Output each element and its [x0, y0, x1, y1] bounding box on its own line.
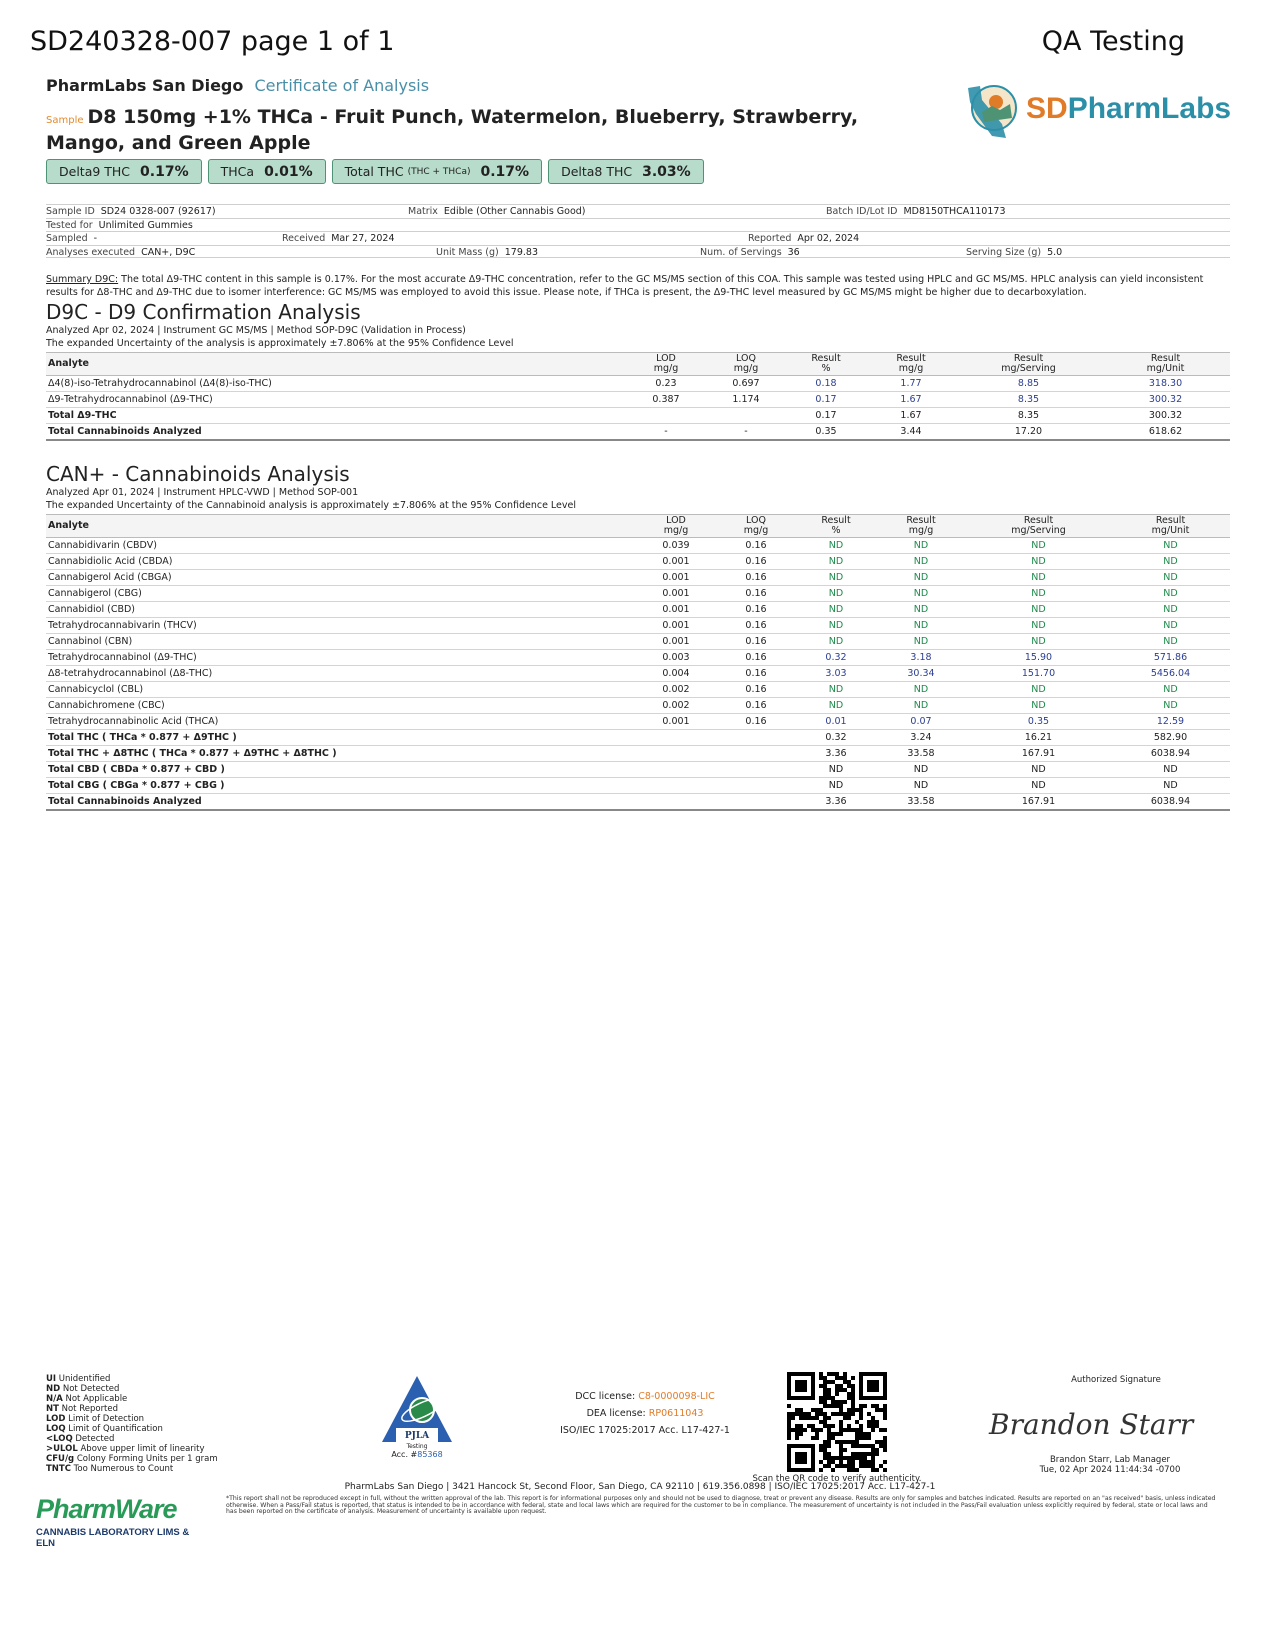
value-cell: 17.20	[956, 424, 1101, 440]
can-title: CAN+ - Cannabinoids Analysis	[46, 462, 350, 486]
value-cell: 3.36	[796, 794, 876, 810]
lab-header	[46, 76, 429, 95]
value-cell: 0.001	[636, 634, 716, 650]
sample-id: SD24 0328-007 (92617)	[100, 206, 216, 217]
value-cell	[636, 778, 716, 794]
value-cell: 300.32	[1101, 408, 1230, 424]
table-row	[46, 746, 1230, 762]
value-cell: 3.36	[796, 746, 876, 762]
iso-accreditation: ISO/IEC 17025:2017 Acc. L17-427-1	[560, 1425, 730, 1436]
table-row	[46, 682, 1230, 698]
value-cell: 33.58	[876, 746, 966, 762]
value-cell: -	[626, 424, 706, 440]
value-cell: 1.67	[866, 392, 956, 408]
value-cell: 0.16	[716, 698, 796, 714]
value-cell	[636, 794, 716, 810]
legend-item: >ULOL Above upper limit of linearity	[46, 1444, 205, 1454]
d9c-section	[46, 300, 1230, 441]
lab-address: PharmLabs San Diego | 3421 Hancock St, Second Floor, San Diego, CA 92110 | 619.356.0898 | ISO/IEC 17025:2017 Acc. L17-427-1	[344, 1482, 936, 1492]
analyte-cell: Cannabigerol Acid (CBGA)	[46, 570, 636, 586]
value-cell: ND	[966, 698, 1111, 714]
analyte-cell: Tetrahydrocannabivarin (THCV)	[46, 618, 636, 634]
value-cell: 12.59	[1111, 714, 1230, 730]
value-cell: ND	[876, 554, 966, 570]
value-cell	[716, 762, 796, 778]
value-cell: 0.16	[716, 602, 796, 618]
summary-label: Summary D9C:	[46, 274, 119, 285]
value-cell: ND	[1111, 554, 1230, 570]
table-row	[46, 586, 1230, 602]
value-cell: 167.91	[966, 794, 1111, 810]
value-cell: 1.67	[866, 408, 956, 424]
analyte-cell: Δ9-Tetrahydrocannabinol (Δ9-THC)	[46, 392, 626, 408]
signature-image	[985, 1398, 1205, 1448]
value-cell: ND	[796, 538, 876, 554]
value-cell: ND	[876, 618, 966, 634]
value-cell: ND	[1111, 586, 1230, 602]
column-header: Result mg/g	[866, 353, 956, 376]
value-cell: 0.07	[876, 714, 966, 730]
pharmware-logo: PharmWare CANNABIS LABORATORY LIMS & ELN	[36, 1494, 190, 1549]
value-cell: ND	[966, 570, 1111, 586]
pill-delta9: Delta9 THC 0.17%	[46, 159, 202, 184]
value-cell: 0.001	[636, 618, 716, 634]
column-header: LOD mg/g	[626, 353, 706, 376]
analyte-cell: Total Cannabinoids Analyzed	[46, 794, 636, 810]
analyte-cell: Total Δ9-THC	[46, 408, 626, 424]
d9c-header-row	[46, 353, 1230, 376]
value-cell: 0.002	[636, 682, 716, 698]
serving-size: 5.0	[1047, 246, 1063, 258]
unit-mass: 179.83	[504, 246, 538, 258]
value-cell: 582.90	[1111, 730, 1230, 746]
value-cell: 15.90	[966, 650, 1111, 666]
dea-license: RP0611043	[648, 1408, 704, 1419]
value-cell: ND	[876, 570, 966, 586]
qr-code[interactable]	[787, 1372, 887, 1472]
table-row	[46, 730, 1230, 746]
table-row	[46, 408, 1230, 424]
table-row	[46, 634, 1230, 650]
value-cell: 151.70	[966, 666, 1111, 682]
legend-item: TNTC Too Numerous to Count	[46, 1464, 174, 1474]
value-cell: 0.18	[786, 376, 866, 392]
value-cell: 618.62	[1101, 424, 1230, 440]
num-servings: 36	[787, 246, 800, 258]
value-cell	[716, 746, 796, 762]
value-cell: ND	[796, 570, 876, 586]
value-cell: 3.24	[876, 730, 966, 746]
table-row	[46, 376, 1230, 392]
sample-title	[46, 106, 906, 155]
disclaimer: *This report shall not be reproduced except in full, without the written approval of the lab. This report is for informational purposes only and should not be used to diagnose, treat or prevent any disease. Results are only for samples and batches indicated. Results are reported on an "as received" basis, unless indicated otherwise. When a Pass/Fail status is reported, that status is intended to be in accordance with federal, state and local laws which are required for the customer to be in compliance. The measurement of uncertainty is not included in the Pass/Fail evaluation unless explicitly required by federal, state or local laws and has been reported on the certificate of analysis. Measurement of uncertainty is available upon request.	[226, 1495, 1216, 1516]
value-cell: 33.58	[876, 794, 966, 810]
analyte-cell: Cannabidiol (CBD)	[46, 602, 636, 618]
can-table	[46, 514, 1230, 811]
value-cell: 0.32	[796, 650, 876, 666]
can-section	[46, 462, 1230, 811]
value-cell: 1.174	[706, 392, 786, 408]
value-cell	[716, 794, 796, 810]
can-header-row	[46, 515, 1230, 538]
value-cell: ND	[876, 698, 966, 714]
pjla-logo-icon	[378, 1372, 456, 1450]
value-cell: 0.004	[636, 666, 716, 682]
value-cell: 0.001	[636, 554, 716, 570]
d9c-title: D9C - D9 Confirmation Analysis	[46, 300, 361, 324]
value-cell: ND	[876, 602, 966, 618]
report-page-id: SD240328-007 page 1 of 1	[30, 26, 395, 57]
column-header: Analyte	[46, 353, 626, 376]
value-cell: 0.16	[716, 538, 796, 554]
value-cell: 0.16	[716, 714, 796, 730]
value-cell: 0.23	[626, 376, 706, 392]
value-cell	[626, 408, 706, 424]
analyte-cell: Cannabidivarin (CBDV)	[46, 538, 636, 554]
table-row	[46, 554, 1230, 570]
value-cell: ND	[876, 538, 966, 554]
d9c-analyzed: Analyzed Apr 02, 2024 | Instrument GC MS/MS | Method SOP-D9C (Validation in Process)	[46, 325, 466, 336]
value-cell: 300.32	[1101, 392, 1230, 408]
value-cell: ND	[966, 762, 1111, 778]
value-cell: 0.697	[706, 376, 786, 392]
qr-caption: Scan the QR code to verify authenticity.	[752, 1474, 922, 1484]
value-cell	[636, 730, 716, 746]
matrix: Edible (Other Cannabis Good)	[443, 206, 586, 217]
value-cell: ND	[966, 586, 1111, 602]
column-header: Result %	[796, 515, 876, 538]
value-cell	[636, 746, 716, 762]
value-cell: 0.16	[716, 618, 796, 634]
legend-item: LOD Limit of Detection	[46, 1414, 145, 1424]
can-analyzed: Analyzed Apr 01, 2024 | Instrument HPLC-VWD | Method SOP-001	[46, 487, 359, 498]
value-cell	[636, 762, 716, 778]
value-cell: 0.001	[636, 570, 716, 586]
value-cell: -	[706, 424, 786, 440]
value-cell: ND	[796, 618, 876, 634]
analyte-cell: Total THC ( THCa * 0.877 + Δ9THC )	[46, 730, 636, 746]
logo-wordmark: SDPharmLabs	[1026, 92, 1232, 125]
value-cell: 8.35	[956, 408, 1101, 424]
value-cell: 0.16	[716, 554, 796, 570]
value-cell: 167.91	[966, 746, 1111, 762]
value-cell: 0.002	[636, 698, 716, 714]
value-cell: 0.35	[786, 424, 866, 440]
sample-tag: Sample	[46, 115, 84, 126]
value-cell: 0.32	[796, 730, 876, 746]
doc-type: Certificate of Analysis	[254, 76, 430, 95]
value-cell: 16.21	[966, 730, 1111, 746]
value-cell: 0.16	[716, 570, 796, 586]
sampled: -	[93, 233, 98, 244]
column-header: Result %	[786, 353, 866, 376]
column-header: LOQ mg/g	[706, 353, 786, 376]
column-header: Result mg/Serving	[966, 515, 1111, 538]
value-cell: ND	[796, 762, 876, 778]
table-row	[46, 762, 1230, 778]
value-cell: 0.001	[636, 714, 716, 730]
value-cell: 30.34	[876, 666, 966, 682]
analyte-cell: Total Cannabinoids Analyzed	[46, 424, 626, 440]
lab-name: PharmLabs San Diego	[46, 76, 244, 95]
value-cell: ND	[796, 634, 876, 650]
summary	[46, 273, 1230, 299]
value-cell: ND	[876, 778, 966, 794]
analyte-cell: Cannabigerol (CBG)	[46, 586, 636, 602]
value-cell: 0.003	[636, 650, 716, 666]
analyte-cell: Cannabicyclol (CBL)	[46, 682, 636, 698]
value-cell: 0.01	[796, 714, 876, 730]
value-cell: 571.86	[1111, 650, 1230, 666]
value-cell: ND	[966, 602, 1111, 618]
abbreviation-legend	[46, 1374, 218, 1474]
value-cell: ND	[1111, 618, 1230, 634]
value-cell: 0.16	[716, 634, 796, 650]
value-cell: 3.03	[796, 666, 876, 682]
column-header: Result mg/Unit	[1101, 353, 1230, 376]
value-cell: 318.30	[1101, 376, 1230, 392]
d9c-table	[46, 352, 1230, 441]
value-cell: ND	[876, 762, 966, 778]
analyte-cell: Cannabinol (CBN)	[46, 634, 636, 650]
table-row	[46, 618, 1230, 634]
value-cell: 1.77	[866, 376, 956, 392]
value-cell: ND	[1111, 762, 1230, 778]
table-row	[46, 602, 1230, 618]
qa-testing-label: QA Testing	[1041, 26, 1185, 57]
analyte-cell: Cannabichromene (CBC)	[46, 698, 636, 714]
column-header: Result mg/Serving	[956, 353, 1101, 376]
signature-label: Authorized Signature	[1071, 1375, 1161, 1385]
analyte-cell: Δ8-tetrahydrocannabinol (Δ8-THC)	[46, 666, 636, 682]
can-uncertainty: The expanded Uncertainty of the Cannabinoid analysis is approximately ±7.806% at the 95% Confidence Level	[46, 500, 577, 511]
pill-delta8: Delta8 THC 3.03%	[548, 159, 704, 184]
sample-meta: Sample ID SD24 0328-007 (92617) Matrix Edible (Other Cannabis Good) Batch ID/Lot ID MD8150THCA110173 Tested for Unlimited Gummies Sampled - Received Mar 27, 2024 Reported Apr 02, 2024 Analyses executed CAN+, D9C Unit Mass (g) 179.83 Num. of Servings 36 Serving Size (g) 5.0	[46, 204, 1230, 258]
value-cell: ND	[876, 586, 966, 602]
table-row	[46, 570, 1230, 586]
value-cell: 0.039	[636, 538, 716, 554]
value-cell: 3.18	[876, 650, 966, 666]
value-cell: 0.16	[716, 586, 796, 602]
value-cell: ND	[876, 682, 966, 698]
column-header: LOD mg/g	[636, 515, 716, 538]
analyte-cell: Cannabidiolic Acid (CBDA)	[46, 554, 636, 570]
received: Mar 27, 2024	[331, 233, 395, 244]
table-row	[46, 794, 1230, 810]
table-row	[46, 714, 1230, 730]
batch-id: MD8150THCA110173	[903, 206, 1006, 217]
legend-item: UI Unidentified	[46, 1374, 111, 1384]
value-cell: ND	[796, 778, 876, 794]
value-cell: ND	[966, 554, 1111, 570]
svg-text:Testing: Testing	[406, 1443, 428, 1450]
legend-item: <LOQ Detected	[46, 1434, 115, 1444]
analyte-cell: Total CBG ( CBGa * 0.877 + CBG )	[46, 778, 636, 794]
value-cell: 0.001	[636, 586, 716, 602]
value-cell: 0.16	[716, 650, 796, 666]
value-cell: 5456.04	[1111, 666, 1230, 682]
value-cell: 0.17	[786, 392, 866, 408]
value-cell	[706, 408, 786, 424]
license-info: DCC license: C8-0000098-LIC DEA license: RP0611043 ISO/IEC 17025:2017 Acc. L17-427-1	[548, 1388, 742, 1439]
sdpharmlabs-logo	[962, 78, 1232, 144]
california-seal-icon	[962, 78, 1024, 144]
value-cell: ND	[796, 554, 876, 570]
table-row	[46, 650, 1230, 666]
legend-item: ND Not Detected	[46, 1384, 120, 1394]
analyses: CAN+, D9C	[141, 246, 196, 258]
tested-for: Unlimited Gummies	[98, 219, 193, 231]
analyte-cell: Total THC + Δ8THC ( THCa * 0.877 + Δ9THC + Δ8THC )	[46, 746, 636, 762]
legend-item: CFU/g Colony Forming Units per 1 gram	[46, 1454, 218, 1464]
analyte-cell: Δ4(8)-iso-Tetrahydrocannabinol (Δ4(8)-iso-THC)	[46, 376, 626, 392]
value-cell: ND	[1111, 682, 1230, 698]
value-cell: ND	[796, 602, 876, 618]
value-cell: ND	[966, 778, 1111, 794]
analyte-cell: Total CBD ( CBDa * 0.877 + CBD )	[46, 762, 636, 778]
value-cell: ND	[966, 538, 1111, 554]
table-row	[46, 778, 1230, 794]
legend-item: NT Not Reported	[46, 1404, 119, 1414]
dcc-license: C8-0000098-LIC	[638, 1391, 715, 1402]
pjla-acc-number: Acc. #85368	[391, 1450, 443, 1459]
pill-thca: THCa 0.01%	[208, 159, 326, 184]
potency-summary	[46, 159, 704, 184]
legend-item: N/A Not Applicable	[46, 1394, 128, 1404]
summary-text: The total Δ9-THC content in this sample is 0.17%. For the most accurate Δ9-THC concentration, refer to the GC MS/MS section of this COA. This sample was tested using HPLC and GC MS/MS. HPLC analysis can yield inconsistent results for Δ8-THC and Δ9-THC due to isomer interference: GC MS/MS was employed to avoid this issue. Please note, if THCa is present, the Δ9-THC level measured by GC MS/MS might be higher due to decarboxylation.	[46, 274, 1204, 298]
signatory: Brandon Starr, Lab Manager Tue, 02 Apr 2024 11:44:34 -0700	[1039, 1455, 1181, 1475]
value-cell: ND	[796, 682, 876, 698]
table-row	[46, 392, 1230, 408]
value-cell: ND	[966, 634, 1111, 650]
value-cell: 0.387	[626, 392, 706, 408]
value-cell: ND	[1111, 570, 1230, 586]
table-row	[46, 538, 1230, 554]
d9c-uncertainty: The expanded Uncertainty of the analysis is approximately ±7.806% at the 95% Confidence Level	[46, 338, 514, 349]
svg-text:PJLA: PJLA	[404, 1431, 430, 1441]
value-cell: 0.35	[966, 714, 1111, 730]
value-cell: 0.17	[786, 408, 866, 424]
value-cell: 0.16	[716, 666, 796, 682]
value-cell: ND	[1111, 698, 1230, 714]
value-cell: 8.85	[956, 376, 1101, 392]
value-cell: ND	[796, 586, 876, 602]
pill-total-thc: Total THC (THC + THCa) 0.17%	[332, 159, 542, 184]
svg-text:Brandon Starr: Brandon Starr	[989, 1408, 1194, 1441]
column-header: LOQ mg/g	[716, 515, 796, 538]
value-cell: ND	[1111, 778, 1230, 794]
sample-name: D8 150mg +1% THCa - Fruit Punch, Watermelon, Blueberry, Strawberry, Mango, and Green Apple	[46, 106, 859, 154]
table-row	[46, 666, 1230, 682]
value-cell: ND	[876, 634, 966, 650]
value-cell: ND	[1111, 538, 1230, 554]
value-cell: 6038.94	[1111, 746, 1230, 762]
value-cell: 8.35	[956, 392, 1101, 408]
value-cell: ND	[966, 682, 1111, 698]
pjla-accreditation	[378, 1372, 456, 1462]
value-cell	[716, 778, 796, 794]
value-cell: ND	[966, 618, 1111, 634]
analyte-cell: Tetrahydrocannabinolic Acid (THCA)	[46, 714, 636, 730]
table-row	[46, 424, 1230, 440]
analyte-cell: Tetrahydrocannabinol (Δ9-THC)	[46, 650, 636, 666]
table-row	[46, 698, 1230, 714]
reported: Apr 02, 2024	[797, 233, 860, 244]
column-header: Analyte	[46, 515, 636, 538]
value-cell	[716, 730, 796, 746]
value-cell: ND	[1111, 602, 1230, 618]
value-cell: 0.16	[716, 682, 796, 698]
column-header: Result mg/Unit	[1111, 515, 1230, 538]
value-cell: ND	[1111, 634, 1230, 650]
value-cell: 0.001	[636, 602, 716, 618]
value-cell: 6038.94	[1111, 794, 1230, 810]
column-header: Result mg/g	[876, 515, 966, 538]
value-cell: ND	[796, 698, 876, 714]
legend-item: LOQ Limit of Quantification	[46, 1424, 163, 1434]
value-cell: 3.44	[866, 424, 956, 440]
